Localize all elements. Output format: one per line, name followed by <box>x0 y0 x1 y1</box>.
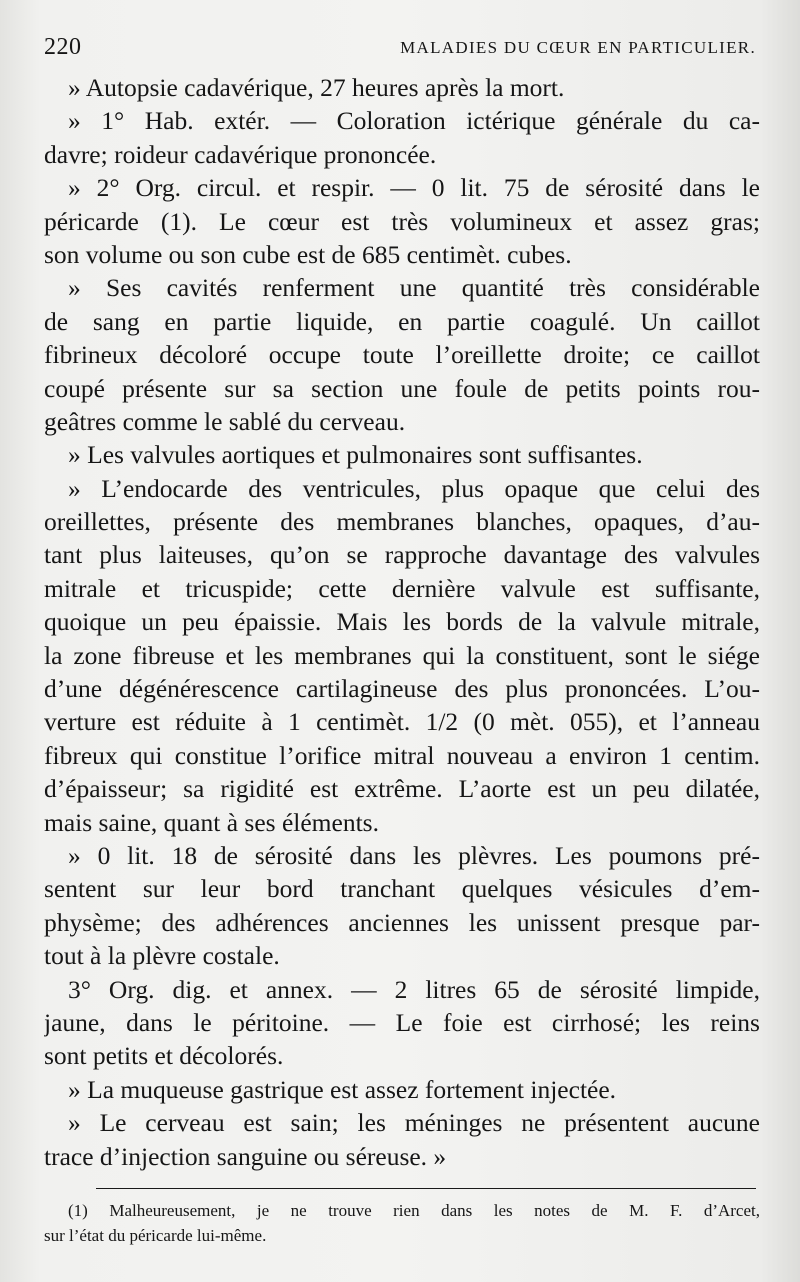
page-number: 220 <box>44 34 82 60</box>
text-line: son volume ou son cube est de 685 centimèt. cubes. <box>44 239 572 269</box>
text-line: mitrale et tricuspide; cette dernière valvule est suffisante, <box>44 573 760 603</box>
text-line: coupé présente sur sa section une foule de petits points rou- <box>44 373 760 403</box>
text-line: verture est réduite à 1 centimèt. 1/2 (0 mèt. 055), et l’anneau <box>44 707 760 737</box>
text-line: sentent sur leur bord tranchant quelques vésicules d’em- <box>44 874 760 904</box>
text-line: fibrineux décoloré occupe toute l’oreillette droite; ce caillot <box>44 340 760 370</box>
text-line: fibreux qui constitue l’orifice mitral nouveau a environ 1 centim. <box>44 740 760 770</box>
text-line: » Autopsie cadavérique, 27 heures après la mort. <box>68 73 565 102</box>
text-line: trace d’injection sanguine ou séreuse. » <box>44 1141 447 1171</box>
footnote-rule <box>96 1188 756 1189</box>
text-line: tant plus laiteuses, qu’on se rapproche davantage des valvules <box>44 540 760 570</box>
text-line: geâtres comme le sablé du cerveau. <box>44 406 406 436</box>
text-line: de sang en partie liquide, en partie coagulé. Un caillot <box>44 306 760 336</box>
text-line: la zone fibreuse et les membranes qui la constituent, sont le siége <box>44 640 760 670</box>
text-line: » L’endocarde des ventricules, plus opaque que celui des <box>68 473 760 503</box>
footnote-line: sur l’état du péricarde lui-même. <box>44 1226 267 1245</box>
footnote <box>44 1198 760 1248</box>
text-line: péricarde (1). Le cœur est très volumineux et assez gras; <box>44 206 760 236</box>
text-line: quoique un peu épaissie. Mais les bords de la valvule mitrale, <box>44 607 760 637</box>
text-line: » La muqueuse gastrique est assez fortement injectée. <box>68 1074 617 1104</box>
footnote-line: (1) Malheureusement, je ne trouve rien dans les notes de M. F. d’Arcet, <box>68 1201 760 1220</box>
text-line: jaune, dans le péritoine. — Le foie est cirrhosé; les reins <box>44 1007 760 1037</box>
text-line: physème; des adhérences anciennes les unissent presque par- <box>44 907 760 937</box>
text-line: » Le cerveau est sain; les méninges ne présentent aucune <box>68 1108 760 1138</box>
text-line: davre; roideur cadavérique prononcée. <box>44 139 437 169</box>
text-line: » 2° Org. circul. et respir. — 0 lit. 75 de sérosité dans le <box>68 173 760 203</box>
text-line: d’épaisseur; sa rigidité est extrême. L’aorte est un peu dilatée, <box>44 774 760 804</box>
text-line: d’une dégénérescence cartilagineuse des plus prononcées. L’ou- <box>44 674 760 704</box>
body-text <box>44 71 760 1173</box>
text-line: oreillettes, présente des membranes blanches, opaques, d’au- <box>44 507 760 537</box>
text-line: sont petits et décolorés. <box>44 1041 284 1071</box>
text-line: » Les valvules aortiques et pulmonaires sont suffisantes. <box>68 440 643 470</box>
page-header <box>44 34 756 64</box>
text-line: » Ses cavités renferment une quantité très considérable <box>68 273 760 303</box>
running-head: MALADIES DU CŒUR EN PARTICULIER. <box>400 38 756 57</box>
text-line: 3° Org. dig. et annex. — 2 litres 65 de sérosité limpide, <box>68 974 760 1004</box>
text-line: » 0 lit. 18 de sérosité dans les plèvres. Les poumons pré- <box>68 840 760 870</box>
text-line: mais saine, quant à ses éléments. <box>44 807 379 837</box>
text-line: » 1° Hab. extér. — Coloration ictérique générale du ca- <box>68 106 760 136</box>
text-line: tout à la plèvre costale. <box>44 941 280 971</box>
